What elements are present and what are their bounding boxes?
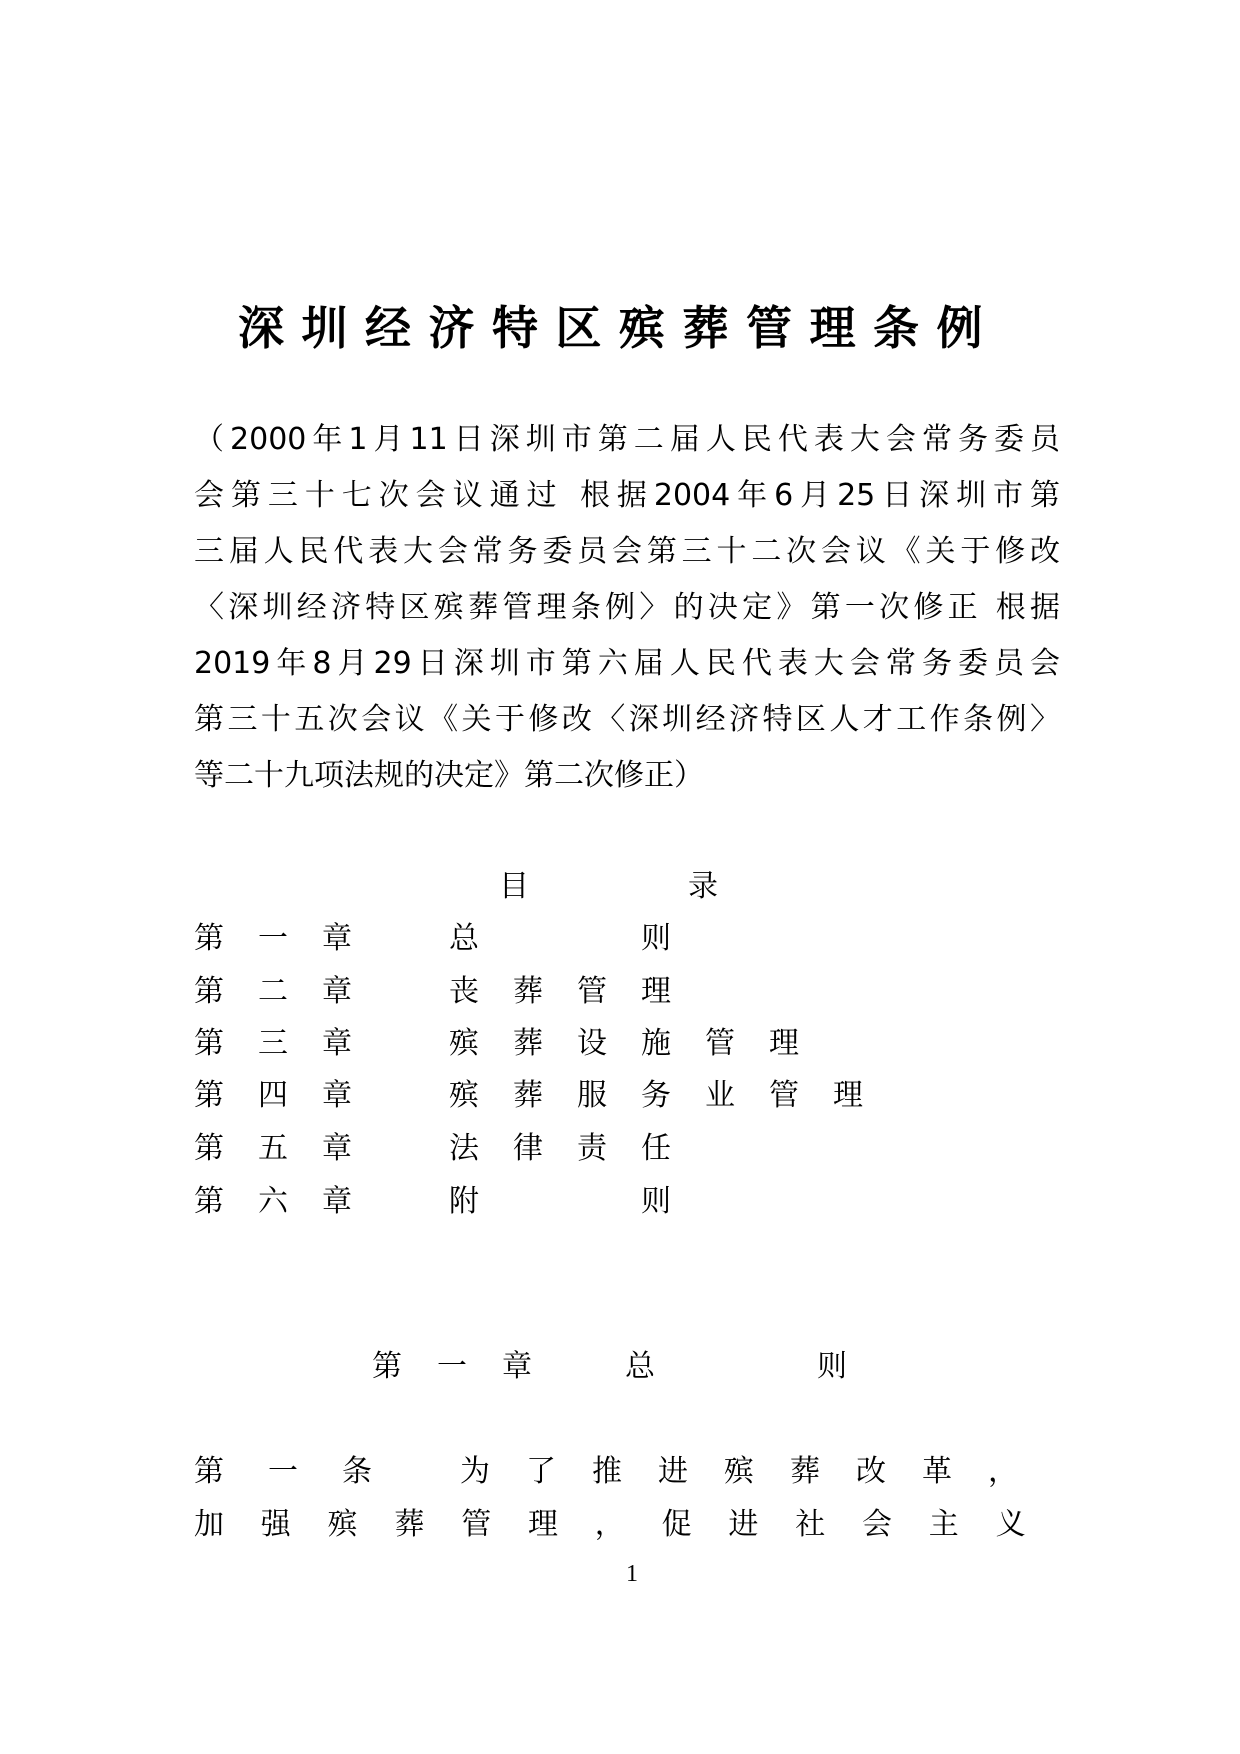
article-text: 为了推进殡葬改革， xyxy=(460,1454,1054,1489)
document-title: 深圳经济特区殡葬管理条例 xyxy=(238,301,1000,355)
toc-chapter-name: 殡葬设施管理 xyxy=(449,1026,833,1061)
toc-chapter-name: 附 则 xyxy=(449,1184,705,1219)
article-label: 第一条 xyxy=(194,1454,416,1489)
preamble-line: 2019年8月29日深圳市第六届人民代表大会常务委员会 xyxy=(194,646,1060,681)
toc-chapter-number: 第三章 xyxy=(194,1026,386,1061)
preamble-line: 三届人民代表大会常务委员会第三十二次会议《关于修改 xyxy=(194,534,1060,569)
chapter-title-part: 则 xyxy=(817,1349,881,1384)
article-text: 加强殡葬管理，促进社会主义 xyxy=(194,1507,1063,1542)
toc-chapter-name: 殡葬服务业管理 xyxy=(449,1078,897,1113)
preamble-line: 会第三十七次会议通过 根据2004年6月25日深圳市第 xyxy=(194,478,1060,513)
preamble-line: 等二十九项法规的决定》第二次修正） xyxy=(194,758,704,793)
toc-chapter-number: 第二章 xyxy=(194,974,386,1009)
page-number: 1 xyxy=(626,1561,638,1587)
preamble-line: 第三十五次会议《关于修改〈深圳经济特区人才工作条例〉 xyxy=(194,702,1060,737)
toc-heading-part: 录 xyxy=(688,869,752,904)
toc-chapter-number: 第五章 xyxy=(194,1131,386,1166)
toc-chapter-number: 第四章 xyxy=(194,1078,386,1113)
toc-chapter-number: 第一章 xyxy=(194,921,386,956)
toc-chapter-name: 法律责任 xyxy=(449,1131,705,1166)
preamble-line: （2000年1月11日深圳市第二届人民代表大会常务委员 xyxy=(194,422,1060,457)
preamble-line: 〈深圳经济特区殡葬管理条例〉的决定》第一次修正 根据 xyxy=(194,590,1060,625)
toc-chapter-name: 丧葬管理 xyxy=(449,974,705,1009)
toc-chapter-number: 第六章 xyxy=(194,1184,386,1219)
toc-heading-part: 目 xyxy=(499,869,563,904)
chapter-number: 第一章 xyxy=(372,1349,567,1384)
chapter-title-part: 总 xyxy=(625,1349,689,1384)
toc-chapter-name: 总 则 xyxy=(449,921,705,956)
